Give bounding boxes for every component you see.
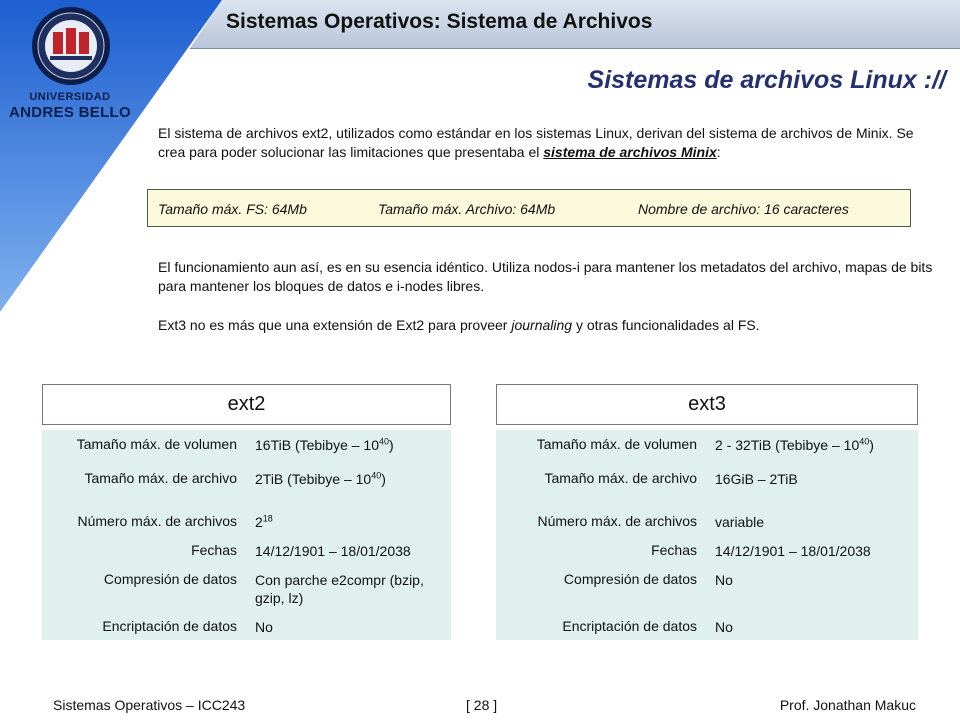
row-key: Tamaño máx. de volumen <box>76 436 237 452</box>
university-logo <box>0 0 140 132</box>
intro-text-end: : <box>716 144 721 160</box>
row-key: Compresión de datos <box>103 571 237 587</box>
row-key: Tamaño máx. de archivo <box>544 470 697 486</box>
journaling-term: journaling <box>511 317 573 333</box>
row-value: 14/12/1901 – 18/01/2038 <box>255 543 411 559</box>
minix-specs-box <box>147 189 911 227</box>
footer-course: Sistemas Operativos – ICC243 <box>53 697 246 713</box>
intro-paragraph <box>158 124 944 162</box>
row-value: No <box>715 619 733 635</box>
superscript: 40 <box>859 436 870 447</box>
university-name <box>0 92 140 120</box>
row-key: Número máx. de archivos <box>77 513 237 529</box>
superscript: 40 <box>371 470 382 481</box>
ext3-table <box>496 430 918 640</box>
row-value: Con parche e2compr (bzip, gzip, lz) <box>255 572 424 606</box>
row-value: 16TiB (Tebibye – $10^{40}$) <box>255 436 394 453</box>
minix-fs-size: Tamaño máx. FS: 64Mb <box>158 201 307 217</box>
row-key: Compresión de datos <box>563 571 697 587</box>
row-value: variable <box>715 514 765 530</box>
ext3-paragraph <box>158 316 944 335</box>
superscript: 40 <box>379 436 390 447</box>
header-title: Sistemas Operativos: Sistema de Archivos <box>226 10 653 33</box>
slide-title: Sistemas de archivos Linux :// <box>587 66 946 94</box>
minix-file-size: Tamaño máx. Archivo: 64Mb <box>378 201 556 217</box>
university-seal-icon <box>0 0 140 92</box>
ext2-header: ext2 <box>42 384 451 425</box>
university-name-line2: ANDRES BELLO <box>9 104 131 121</box>
row-value: 16GiB – 2TiB <box>715 471 798 487</box>
row-value: 14/12/1901 – 18/01/2038 <box>715 543 871 559</box>
intro-text: El sistema de archivos ext2, utilizados como estándar en los sistemas Linux, derivan del sistema de archivos de Minix. Se crea para poder solucionar las limitaciones que presentaba el <box>158 125 914 160</box>
inode-paragraph: El funcionamiento aun así, es en su esencia idéntico. Utiliza nodos-i para mantener los metadatos del archivo, mapas de bits para mantener los bloques de datos e i-nodes libres. <box>158 259 933 294</box>
row-key: Fechas <box>191 542 237 558</box>
row-value: 2TiB (Tebibye – $10^{40}$) <box>255 470 386 487</box>
row-key: Encriptación de datos <box>562 618 697 634</box>
row-key: Fechas <box>651 542 697 558</box>
row-value: $2^{18}$ <box>255 513 273 530</box>
row-value: 2 - 32TiB (Tebibye – $10^{40}$) <box>715 436 874 453</box>
row-key: Número máx. de archivos <box>537 513 697 529</box>
footer-professor: Prof. Jonathan Makuc <box>779 697 916 713</box>
university-name-line1: UNIVERSIDAD <box>29 91 111 103</box>
row-key: Tamaño máx. de volumen <box>536 436 697 452</box>
row-value: No <box>255 619 273 635</box>
footer-page-number: [ 28 ] <box>466 697 498 713</box>
ext3-text-end: y otras funcionalidades al FS. <box>572 317 760 333</box>
row-value: No <box>715 572 733 588</box>
ext3-text: Ext3 no es más que una extensión de Ext2 para proveer <box>158 317 512 333</box>
minix-link[interactable]: sistema de archivos Minix <box>543 144 717 160</box>
ext2-table <box>42 430 451 640</box>
row-key: Encriptación de datos <box>102 618 237 634</box>
ext3-header: ext3 <box>496 384 918 425</box>
minix-filename-length: Nombre de archivo: 16 caracteres <box>638 201 849 217</box>
row-key: Tamaño máx. de archivo <box>84 470 237 486</box>
superscript: 18 <box>262 513 273 524</box>
